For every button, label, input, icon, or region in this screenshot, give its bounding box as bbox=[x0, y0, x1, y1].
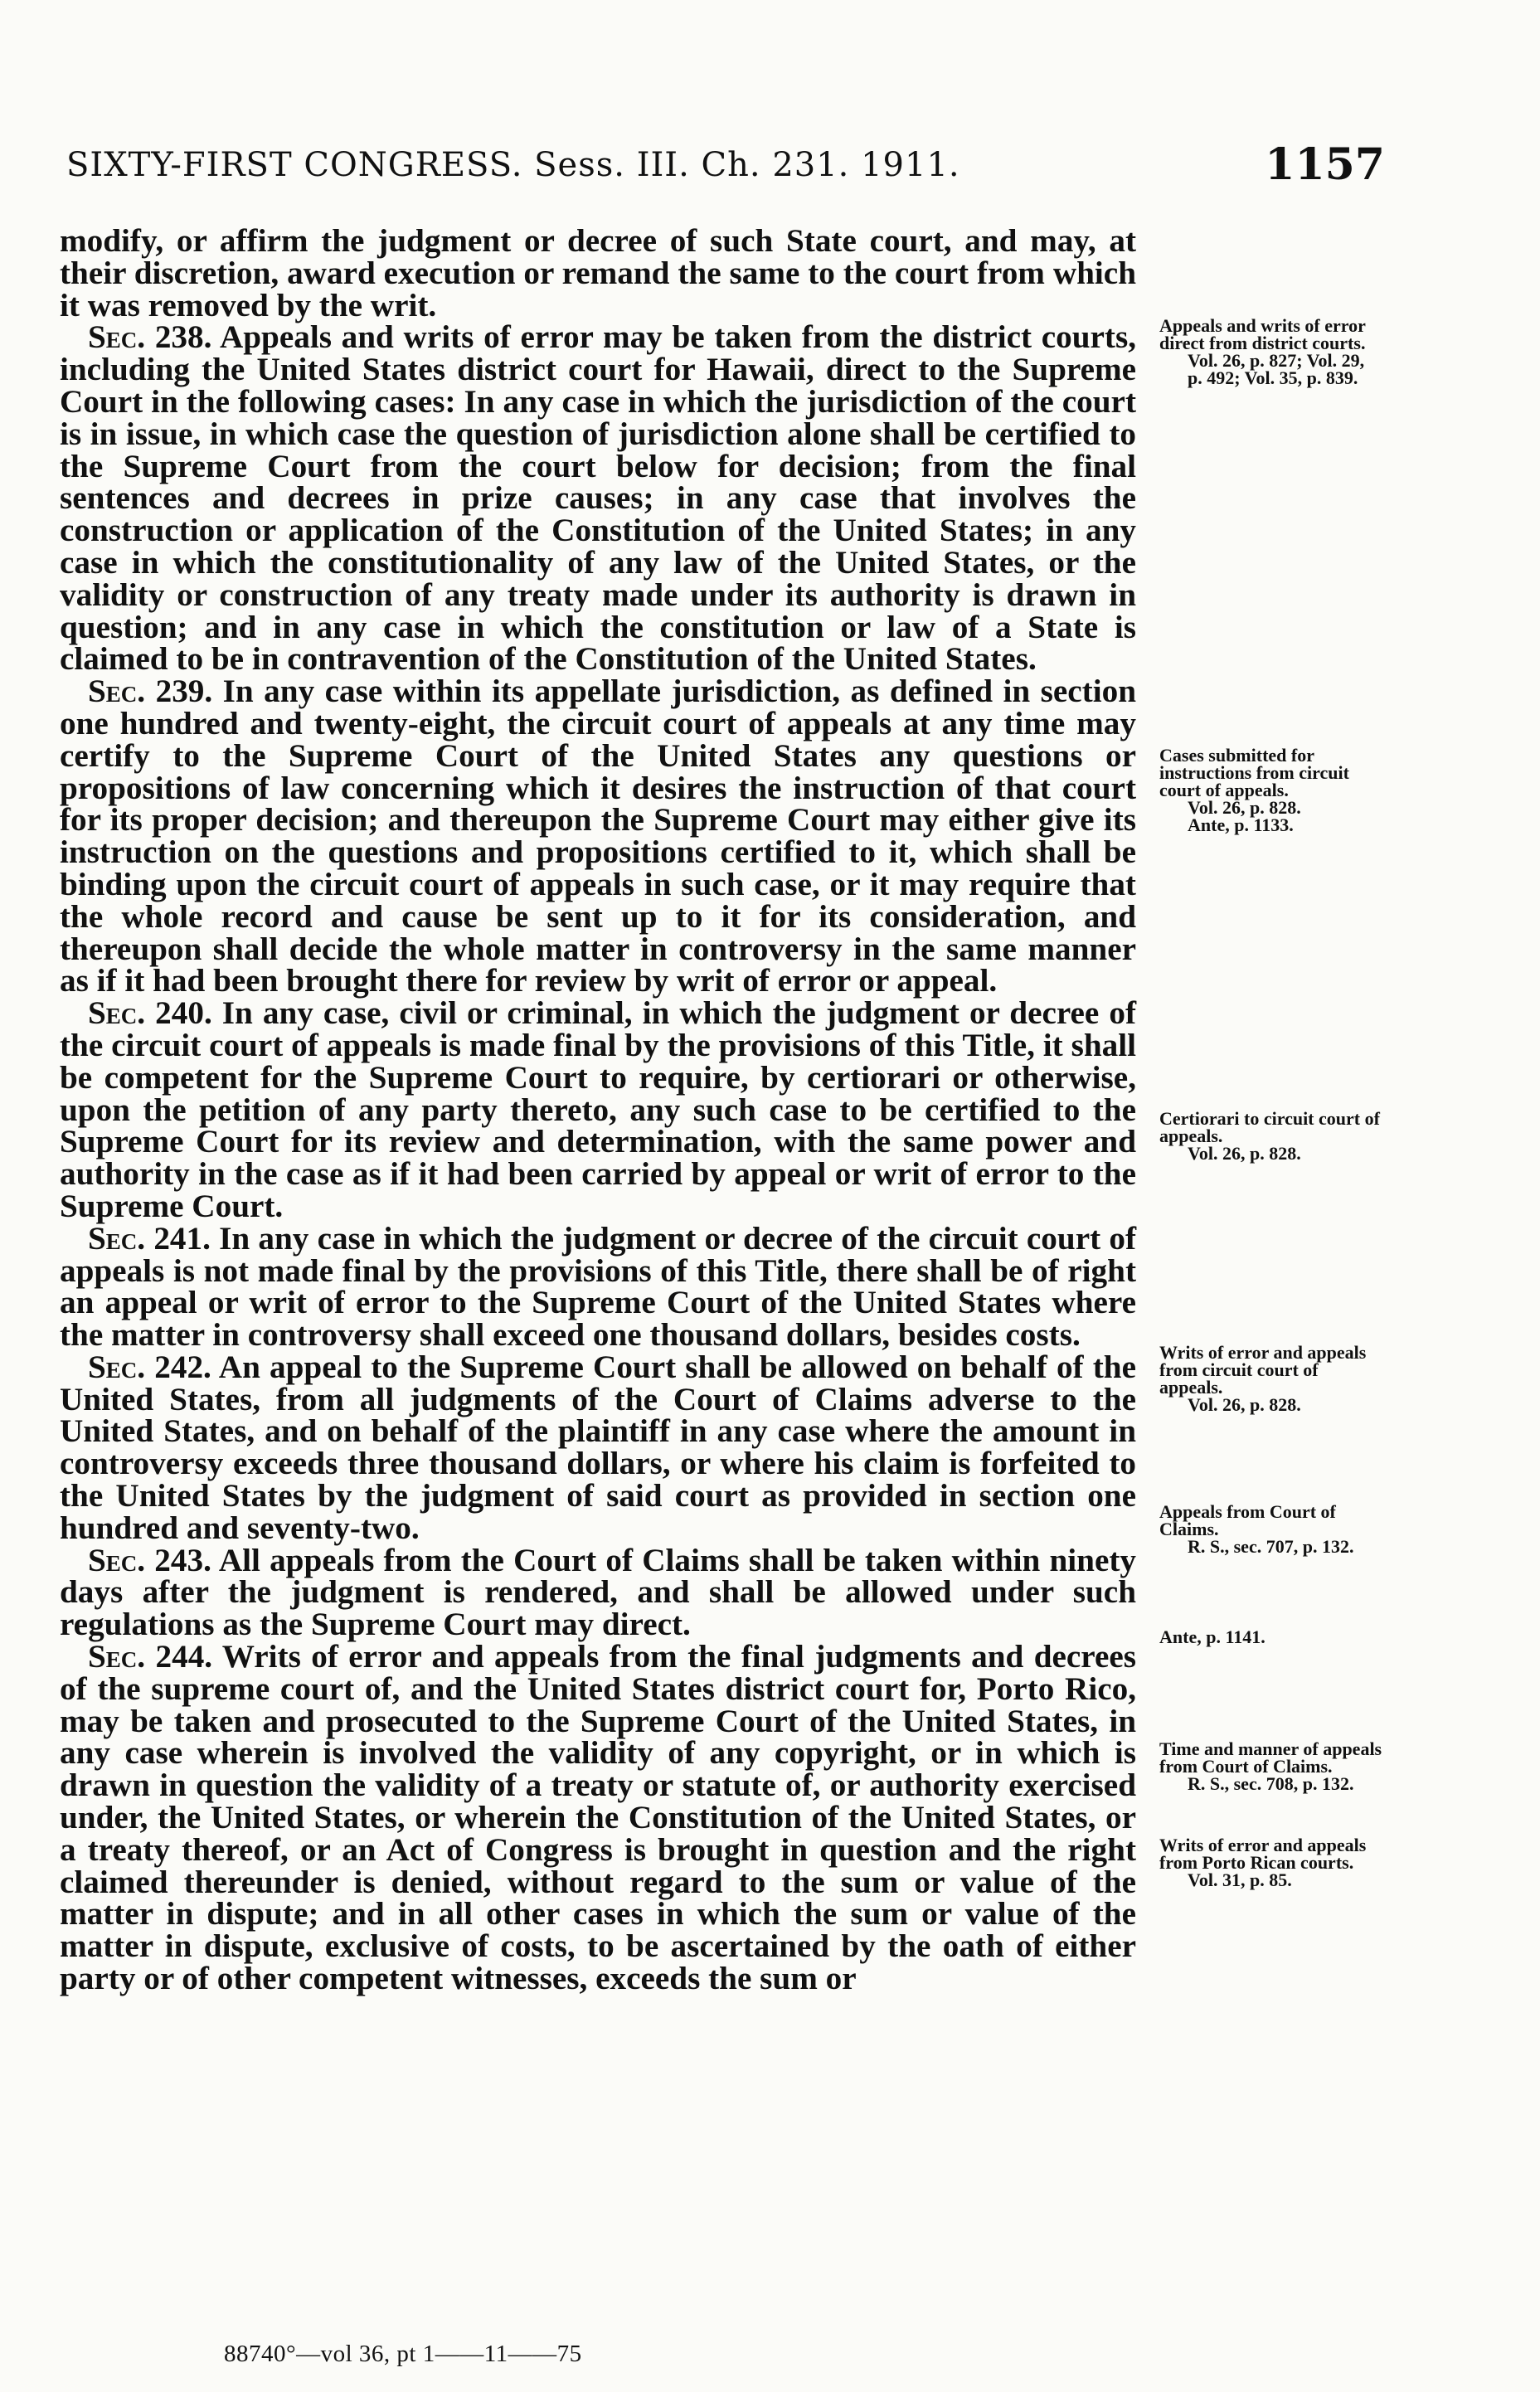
margin-note-title: Certiorari to circuit court of appeals. bbox=[1159, 1108, 1380, 1146]
margin-note-cite: Vol. 26, p. 827; Vol. 29, p. 492; Vol. 35, p. 839. bbox=[1188, 350, 1365, 388]
margin-note-title: Appeals and writs of error direct from district courts. bbox=[1159, 315, 1366, 353]
section-label: Sec. bbox=[88, 1639, 146, 1675]
section-240: Sec. 240. In any case, civil or criminal, in which the judgment or decree of the circuit court of appeals is made final by the provisions of this Title, it shall be competent for the Supreme Court to require, by certiorari or otherwise, upon the petition of any party thereto, any such case to be certified to the Supreme Court for its review and determination, with the same power and authority in the case as if it had been carried by appeal or writ of error to the Supreme Court. bbox=[60, 995, 1137, 1224]
margin-note-title: Time and manner of appeals from Court of Claims. bbox=[1159, 1738, 1382, 1777]
margin-note-cite: Vol. 26, p. 828. bbox=[1188, 1394, 1301, 1415]
margin-note-title: Cases submitted for instructions from circuit court of appeals. bbox=[1159, 745, 1349, 800]
section-label: Sec. bbox=[88, 319, 146, 356]
section-241: Sec. 241. In any case in which the judgment or decree of the circuit court of appeals is not made final by the provisions of this Title, there shall be of right an appeal or writ of error to the Supreme Court of the United States where the matter in controversy shall exceed one thousand dollars, besides costs. bbox=[60, 1220, 1136, 1354]
section-label: Sec. bbox=[88, 1542, 146, 1578]
section-242: Sec. 242. An appeal to the Supreme Court shall be allowed on behalf of the United States, from all judgments of the Court of Claims adverse to the United States, and on behalf of the plaintiff in any case where the amount in controversy exceeds three thousand dollars, or where his claim is forfeited to the United States by the judgment of said court as provided in section one hundred and seventy-two. bbox=[60, 1349, 1136, 1546]
margin-note-cite-ante: Ante, p. 1133. bbox=[1188, 814, 1294, 835]
section-239: Sec. 239. In any case within its appellate jurisdiction, as defined in section one hundred and twenty-eight, the circuit court of appeals at any time may certify to the Supreme Court of the United States any questions or propositions of law concerning which it desires the instruction of that court for its proper decision; and thereupon the Supreme Court may either give its instruction on the questions and propositions certified to it, which shall be binding upon the circuit court of appeals in such case, or it may require that the whole record and cause be sent up to it for its consideration, and thereupon shall decide the whole matter in controversy in the same manner as if it had been brought there for review by writ of error or appeal. bbox=[60, 673, 1136, 999]
page-number: 1157 bbox=[1265, 139, 1385, 190]
margin-note-cite: Vol. 31, p. 85. bbox=[1188, 1869, 1292, 1890]
printer-signature: 88740°—vol 36, pt 1——11——75 bbox=[224, 2341, 582, 2367]
margin-note-sec-244 bbox=[1159, 1836, 1383, 1889]
page-header bbox=[66, 139, 1385, 189]
margin-note-sec-238 bbox=[1159, 317, 1383, 387]
margin-note-cite: R. S., sec. 707, p. 132. bbox=[1188, 1536, 1354, 1557]
section-238: Sec. 238. Appeals and writs of error may be taken from the district courts, including the United States district court for Hawaii, direct to the Supreme Court in the following cases: In any case in which the jurisdiction of the court is in issue, in which case the question of jurisdiction alone shall be certified to the Supreme Court from the court below for decision; from the final sentences and decrees in prize causes; in any case that involves the construction or application of the Constitution of the United States; in any case in which the constitutionality of any law of the United States, or the validity or construction of any treaty made under its authority is drawn in question; and in any case in which the constitution or law of a State is claimed to be in contravention of the Constitution of the United States. bbox=[60, 319, 1137, 678]
margin-note-cite-ante: Ante, p. 1141. bbox=[1159, 1626, 1266, 1647]
section-243: Sec. 243. All appeals from the Court of Claims shall be taken within ninety days after the judgment is rendered, and shall be allowed under such regulations as the Supreme Court may direct. bbox=[60, 1542, 1137, 1643]
margin-note-title: Writs of error and appeals from circuit court of appeals. bbox=[1159, 1342, 1367, 1398]
margin-note-title: Writs of error and appeals from Porto Rican courts. bbox=[1159, 1835, 1367, 1873]
margin-note-sec-241 bbox=[1159, 1344, 1383, 1413]
section-label: Sec. bbox=[88, 1349, 146, 1385]
running-head: SIXTY-FIRST CONGRESS. Sess. III. Ch. 231. 1911. bbox=[66, 146, 960, 184]
margin-note-title: Appeals from Court of Claims. bbox=[1159, 1501, 1336, 1539]
margin-note-sec-243 bbox=[1159, 1740, 1383, 1792]
margin-note-cite: Vol. 26, p. 828. bbox=[1188, 797, 1301, 818]
section-label: Sec. bbox=[88, 995, 146, 1032]
section-244: Sec. 244. Writs of error and appeals from the final judgments and decrees of the supreme court of, and the United States district court for, Porto Rico, may be taken and prosecuted to the Supreme Court of the United States, in any case wherein is involved the validity of any copyright, or in which is drawn in question the validity of a treaty or statute of, or authority exercised under, the United States, or wherein the Constitution of the United States, or a treaty thereof, or an Act of Congress is brought in question and the right claimed thereunder is denied, without regard to the sum or value of the matter in dispute; and in all other cases in which the sum or value of the matter in dispute, exclusive of costs, to be ascertained by the oath of either party or of other competent witnesses, exceeds the sum or bbox=[60, 1639, 1136, 1997]
section-label: Sec. bbox=[88, 1220, 146, 1257]
margin-note-sec-239 bbox=[1159, 746, 1383, 834]
margin-note-sec-242 bbox=[1159, 1503, 1383, 1646]
margin-note-sec-240 bbox=[1159, 1110, 1383, 1162]
margin-note-cite: R. S., sec. 708, p. 132. bbox=[1188, 1773, 1354, 1794]
section-label: Sec. bbox=[88, 673, 146, 710]
margin-note-cite: Vol. 26, p. 828. bbox=[1188, 1143, 1301, 1164]
statute-text bbox=[60, 223, 1137, 1997]
paragraph-continuation: modify, or affirm the judgment or decree of such State court, and may, at their discretion, award execution or remand the same to the court from which it was removed by the writ. bbox=[60, 223, 1136, 323]
